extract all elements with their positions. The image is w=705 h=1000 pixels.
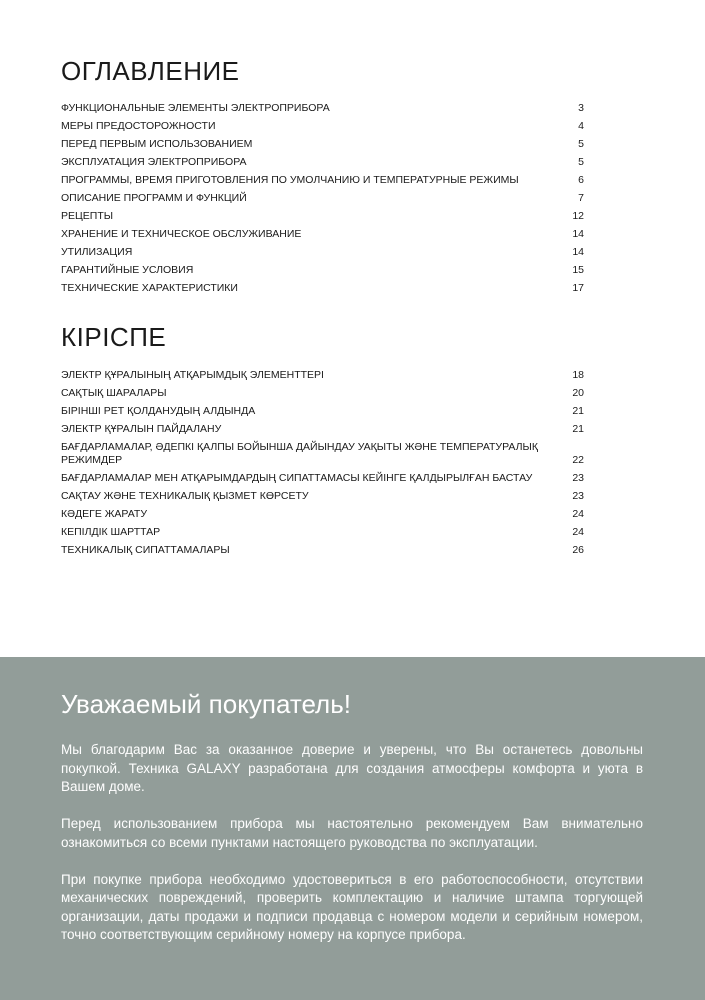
toc-item[interactable]: [61, 469, 584, 487]
toc-item[interactable]: [61, 541, 584, 559]
toc-item-page: 5: [578, 155, 584, 168]
toc-item[interactable]: [61, 243, 584, 261]
toc-item[interactable]: [61, 189, 584, 207]
toc-kz-list: [61, 366, 584, 559]
toc-item-page: 17: [572, 281, 584, 294]
toc-item-label: РЕЦЕПТЫ: [61, 209, 114, 222]
toc-item-label: ФУНКЦИОНАЛЬНЫЕ ЭЛЕМЕНТЫ ЭЛЕКТРОПРИБОРА: [61, 101, 330, 114]
toc-item-page: 7: [578, 191, 584, 204]
toc-item-label: БАҒДАРЛАМАЛАР, ӘДЕПКІ ҚАЛПЫ БОЙЫНША ДАЙЫНДАУ УАҚЫТЫ ЖӘНЕ ТЕМПЕРАТУРАЛЫҚ РЕЖИМДЕР: [61, 440, 538, 466]
toc-item-label: САҚТАУ ЖӘНЕ ТЕХНИКАЛЫҚ ҚЫЗМЕТ КӨРСЕТУ: [61, 489, 309, 502]
welcome-title: Уважаемый покупатель!: [61, 689, 351, 719]
welcome-paragraph: Перед использованием прибора мы настоятельно рекомендуем Вам внимательно ознакомиться со всеми пунктами настоящего руководства по эксплуатации.: [61, 816, 643, 850]
toc-item[interactable]: [61, 279, 584, 297]
toc-item-page: 12: [572, 209, 584, 222]
toc-item-page: 14: [572, 227, 584, 240]
toc-item[interactable]: [61, 99, 584, 117]
toc-item-page: 22: [572, 453, 584, 466]
welcome-body: [61, 741, 643, 963]
toc-item[interactable]: [61, 366, 584, 384]
toc-item-page: 21: [572, 404, 584, 417]
toc-item-label: САҚТЫҚ ШАРАЛАРЫ: [61, 386, 167, 399]
toc-item-label: ГАРАНТИЙНЫЕ УСЛОВИЯ: [61, 263, 194, 276]
toc-item[interactable]: [61, 117, 584, 135]
toc-ru-section: [61, 56, 584, 297]
toc-item-page: 23: [572, 471, 584, 484]
toc-item-label: УТИЛИЗАЦИЯ: [61, 245, 133, 258]
toc-ru-list: [61, 99, 584, 297]
toc-item-page: 15: [572, 263, 584, 276]
toc-ru-title: ОГЛАВЛЕНИЕ: [61, 56, 240, 86]
toc-item[interactable]: [61, 171, 584, 189]
toc-item-label: ПРОГРАММЫ, ВРЕМЯ ПРИГОТОВЛЕНИЯ ПО УМОЛЧАНИЮ И ТЕМПЕРАТУРНЫЕ РЕЖИМЫ: [61, 173, 519, 186]
toc-item-label: ХРАНЕНИЕ И ТЕХНИЧЕСКОЕ ОБСЛУЖИВАНИЕ: [61, 227, 302, 240]
toc-item-label: ЭЛЕКТР ҚҰРАЛЫН ПАЙДАЛАНУ: [61, 422, 222, 435]
toc-item[interactable]: [61, 261, 584, 279]
toc-item-page: 21: [572, 422, 584, 435]
toc-item-label: ПЕРЕД ПЕРВЫМ ИСПОЛЬЗОВАНИЕМ: [61, 137, 253, 150]
toc-item-label: БАҒДАРЛАМАЛАР МЕН АТҚАРЫМДАРДЫҢ СИПАТТАМАСЫ КЕЙІНГЕ ҚАЛДЫРЫЛҒАН БАСТАУ: [61, 471, 533, 484]
toc-item[interactable]: [61, 402, 584, 420]
toc-item-page: 18: [572, 368, 584, 381]
toc-item-label: ТЕХНИКАЛЫҚ СИПАТТАМАЛАРЫ: [61, 543, 230, 556]
toc-item-label: БІРІНШІ РЕТ ҚОЛДАНУДЫҢ АЛДЫНДА: [61, 404, 256, 417]
toc-item-page: 26: [572, 543, 584, 556]
toc-item[interactable]: [61, 225, 584, 243]
toc-item[interactable]: [61, 135, 584, 153]
toc-item-page: 24: [572, 507, 584, 520]
toc-item-page: 6: [578, 173, 584, 186]
toc-kz-section: [61, 322, 584, 559]
toc-item-label: ТЕХНИЧЕСКИЕ ХАРАКТЕРИСТИКИ: [61, 281, 238, 294]
toc-item-page: 3: [578, 101, 584, 114]
toc-item-label: ОПИСАНИЕ ПРОГРАММ И ФУНКЦИЙ: [61, 191, 247, 204]
toc-item-page: 14: [572, 245, 584, 258]
toc-item-page: 20: [572, 386, 584, 399]
toc-kz-title: КІРІСПЕ: [61, 322, 167, 352]
welcome-paragraph: Мы благодарим Вас за оказанное доверие и уверены, что Вы останетесь довольны покупкой. Техника GALAXY разработана для создания атмосферы комфорта и уюта в Вашем доме.: [61, 742, 643, 794]
toc-item-page: 5: [578, 137, 584, 150]
welcome-paragraph: При покупке прибора необходимо удостовериться в его работоспособности, отсутствии механических повреждений, проверить комплектацию и наличие штампа торгующей организации, даты продажи и подписи продавца с номером модели и серийным номером, точно соответствующим серийному номеру на корпусе прибора.: [61, 871, 643, 942]
toc-item[interactable]: [61, 153, 584, 171]
toc-item[interactable]: [61, 207, 584, 225]
toc-item[interactable]: [61, 523, 584, 541]
toc-item-label: ЭКСПЛУАТАЦИЯ ЭЛЕКТРОПРИБОРА: [61, 155, 247, 168]
toc-item-label: КӘДЕГЕ ЖАРАТУ: [61, 507, 148, 520]
welcome-panel: [0, 657, 705, 1000]
toc-item-label: МЕРЫ ПРЕДОСТОРОЖНОСТИ: [61, 119, 216, 132]
toc-item-label: ЭЛЕКТР ҚҰРАЛЫНЫҢ АТҚАРЫМДЫҚ ЭЛЕМЕНТТЕРІ: [61, 368, 324, 381]
toc-item-page: 24: [572, 525, 584, 538]
toc-item[interactable]: [61, 505, 584, 523]
toc-item[interactable]: [61, 384, 584, 402]
toc-item[interactable]: [61, 420, 584, 438]
toc-item-page: 23: [572, 489, 584, 502]
toc-item-page: 4: [578, 119, 584, 132]
toc-item[interactable]: [61, 438, 584, 469]
toc-item-label: КЕПІЛДІК ШАРТТАР: [61, 525, 161, 538]
toc-item[interactable]: [61, 487, 584, 505]
